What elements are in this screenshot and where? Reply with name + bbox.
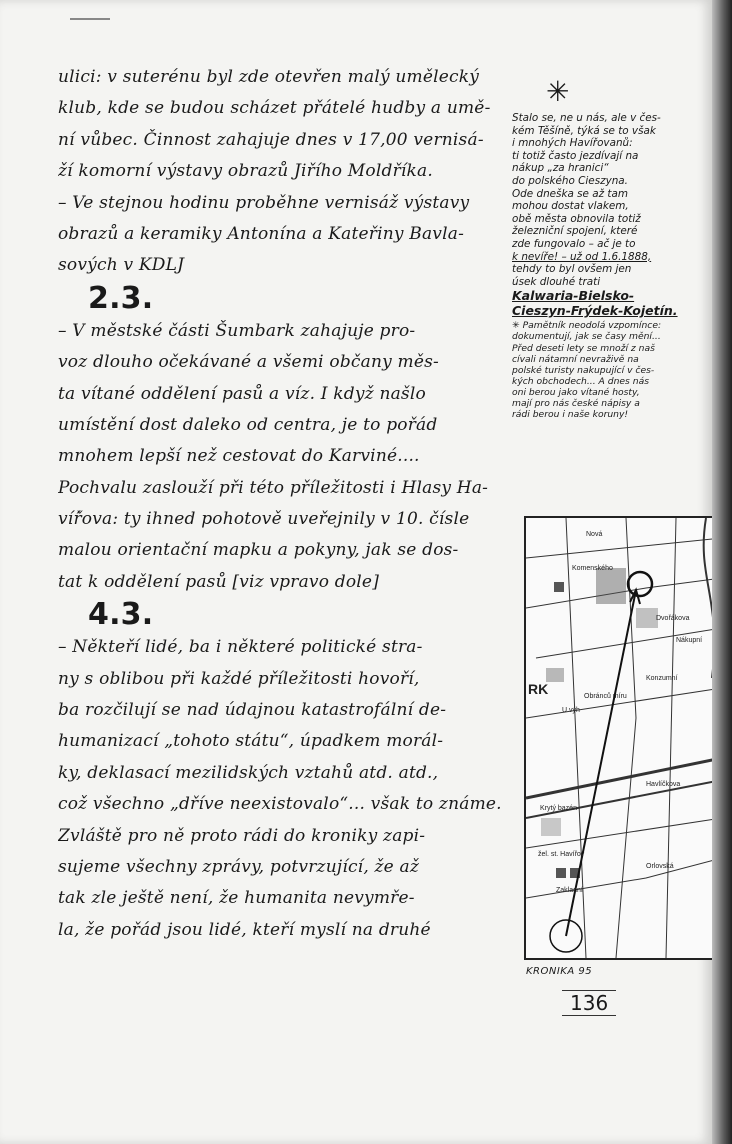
side-line: i mnohých Havířovanů: [512,137,633,150]
map-label: Orlovská [646,863,674,870]
text-line: sujeme všechny zprávy, potvrzující, že až [58,856,420,877]
map-label: žel. st. Havířov [538,851,585,858]
map-label: Havlíčkova [646,781,681,788]
chronicle-label: KRONIKA 95 [526,966,593,977]
footnote-line: cívali nátamní nevraživě na [512,353,639,365]
text-line: víř́ova: ty ihned pohotově uveřejnily v 10. čísle [58,509,470,530]
side-line: Stalo se, ne u nás, ale v čes- [512,112,661,124]
text-line: tat k oddělení pasů [viz vpravo dole] [58,571,380,592]
page-number: 136 [562,990,616,1016]
text-line: ulici: v suterénu byl zde otevřen malý umělecký [58,67,480,87]
side-line: tehdy to byl ovšem jen [512,263,632,276]
date-heading: 2.3. [88,280,154,316]
side-line: k nevíře! – už od 1.6.1888, [512,250,652,263]
map-label: Konzumní [646,675,678,682]
footnote-line: mají pro nás české nápisy a [512,397,640,409]
footnote-line: ✳ Pamětník neodolá vzpomínce: [512,320,662,332]
side-line: Ode dneška se až tam [512,187,628,200]
map-label: RK [528,681,549,697]
footnote-line: dokumentují, jak se časy mění... [512,331,661,343]
text-line: což všechno „dříve neexistovalo“... však to známe. [58,794,502,815]
text-line: – Ve stejnou hodinu proběhne vernisáž výstavy [58,192,470,213]
text-line: Pochvalu zaslouží při této příležitosti i Hlasy Ha- [58,477,489,498]
text-line: – V městské části Šumbark zahajuje pro- [58,320,416,341]
text-line: ky, deklasací mezilidských vztahů atd. atd., [58,762,439,783]
side-line: nákup „za hranici“ [512,162,609,175]
footnote-line: oni berou jako vítané hosty, [512,386,640,398]
text-line: la, že pořád jsou lidé, kteří myslí na druhé [58,919,431,940]
text-line: humanizací „tohoto státu“, úpadkem morál- [58,731,444,752]
text-line: mnohem lepší než cestovat do Karviné.... [58,446,420,467]
text-line: malou orientační mapku a pokyny, jak se dos- [58,540,459,561]
route-name: Cieszyn-Frýdek-Kojetín. [512,303,678,319]
map-label: Komenského [572,565,613,572]
text-line: ta vítané oddělení pasů a víz. I když našlo [58,383,426,404]
date-heading: 4.3. [88,597,154,633]
map-drawing [526,518,722,958]
footnote-line: rádi berou i naše koruny! [512,409,629,421]
text-line: umístění dost daleko od centra, je to pořád [58,414,438,435]
scan-edge [712,0,732,1144]
footnote-line: kých obchodech... A dnes nás [512,375,650,387]
side-note [512,112,720,420]
side-line: do polského Cieszyna. [512,174,628,187]
map-label: Zakladní [556,887,583,894]
asterisk-mark: ✳ [546,75,570,108]
text-line: obrazů a keramiky Antonína a Kateřiny Bavla- [58,223,465,244]
text-line: klub, kde se budou scházet přátelé hudby a umě- [58,98,491,119]
side-line: kém Těšíně, týká se to však [512,124,656,137]
side-line: obě města obnovila totiž [512,212,641,225]
map-label: Nová [586,531,603,538]
side-line: úsek dlouhé trati [512,275,601,288]
map-label: Dvořákova [656,615,690,622]
map-label: Krytý bazén [540,805,577,812]
main-handwritten-text [58,62,514,946]
top-dash-mark [70,18,110,20]
text-line: ní vůbec. Činnost zahajuje dnes v 17,00 vernisá- [58,129,484,150]
side-line: železniční spojení, které [512,225,638,238]
text-line: ží komorní výstavy obrazů Jiřího Moldříka. [58,161,433,182]
text-line: – Někteří lidé, ba i některé politické stra- [58,637,423,658]
text-line: Zvláště pro ně proto rádi do kroniky zapi- [58,825,426,846]
footnote-line: polské turisty nakupující v čes- [512,364,655,376]
text-line: sových v KDLJ [58,255,185,276]
map-label: Nákupní [676,637,703,644]
text-line: tak zle ještě není, že humanita nevymře- [58,888,415,909]
side-line: zde fungovalo – ač je to [512,237,636,250]
orientation-map [524,516,724,960]
map-label: U výh [562,707,580,714]
side-line: ti totiž často jezdívají na [512,149,639,162]
text-line: ny s oblibou při každé příležitosti hovoří, [58,668,420,689]
text-line: voz dlouho očekávané a všemi občany měs- [58,352,439,373]
text-line: ba rozčilují se nad údajnou katastrofální de- [58,700,447,721]
side-line: mohou dostat vlakem, [512,200,629,213]
map-label: Obránců míru [584,693,627,700]
footnote-block [512,320,720,420]
footnote-line: Před deseti lety se množí z naš [512,342,655,354]
route-name: Kalwaria-Bielsko- [512,288,635,304]
